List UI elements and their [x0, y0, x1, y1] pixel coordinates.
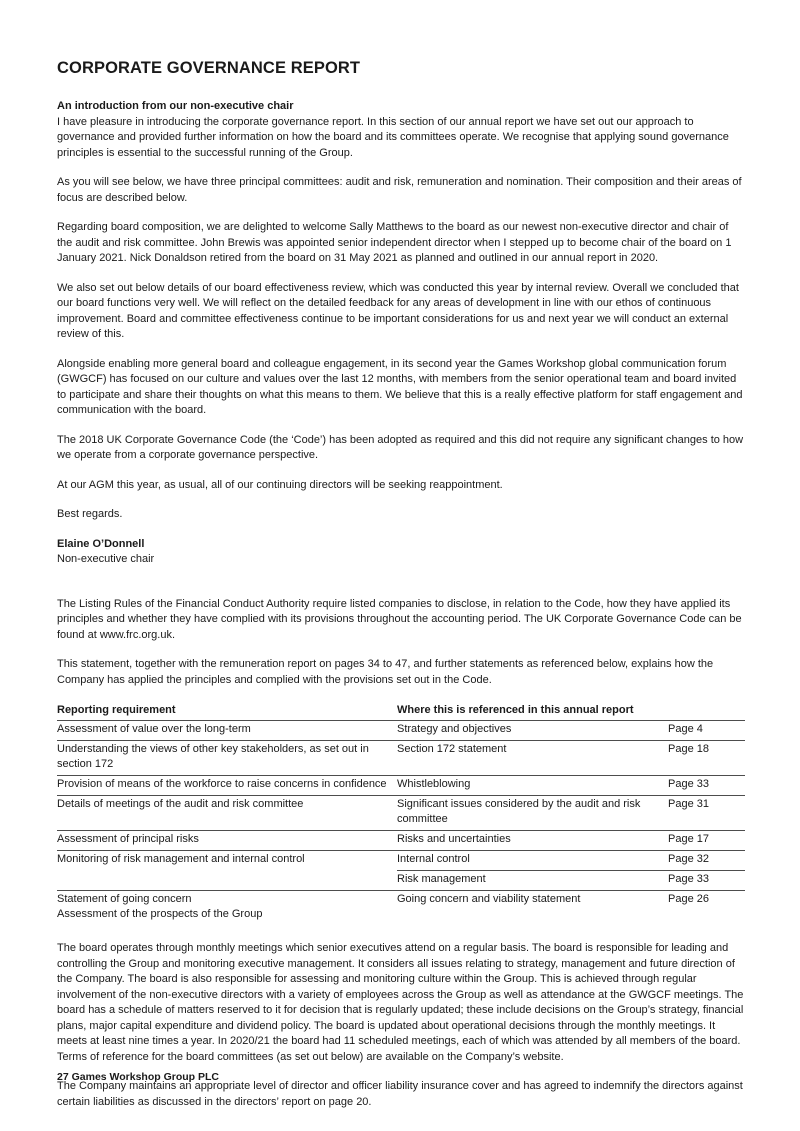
page-cell: Page 32 — [668, 851, 745, 871]
page-cell: Page 33 — [668, 871, 745, 891]
intro-paragraph: The 2018 UK Corporate Governance Code (the ‘Code’) has been adopted as required and this did not require any significant changes to how we operate from a corporate governance perspective. — [57, 433, 744, 461]
requirement-cell: Assessment of principal risks — [57, 831, 397, 851]
page-cell: Page 33 — [668, 776, 745, 796]
reference-cell: Going concern and viability statement — [397, 893, 581, 905]
requirement-line: Assessment of the prospects of the Group — [57, 908, 263, 920]
reference-cell: Whistleblowing — [397, 776, 668, 796]
requirement-line: Statement of going concern — [57, 893, 192, 905]
requirement-cell: Monitoring of risk management and internal control — [57, 851, 397, 891]
table-row — [57, 721, 745, 741]
table-header-reference: Where this is referenced in this annual report — [397, 702, 745, 721]
requirement-cell: Understanding the views of other key stakeholders, as set out in section 172 — [57, 741, 397, 776]
reference-cell: Section 172 statement — [397, 741, 668, 776]
requirement-cell — [57, 891, 397, 926]
report-title: CORPORATE GOVERNANCE REPORT — [57, 59, 361, 77]
reporting-reference-table — [57, 702, 745, 925]
board-paragraph: The board operates through monthly meetings which senior executives attend on a regular basis. The board is responsible for leading and controlling the Group and monitoring executive management. It considers all issues relating to strategy, management and future direction of the Company. The board is also responsible for assessing and monitoring culture within the Group. This is achieved through regular involvement of the non-executive directors with a variety of employees across the Group as well as attendance at the GWGCF meetings. The board has a schedule of matters reserved to it for decision that is regularly updated; these include decisions on the Group’s strategy, financial plans, major capital expenditure and dividend policy. The board is updated about operational decisions through the monthly meetings. It meets at least nine times a year. In 2020/21 the board had 11 scheduled meetings, each of which was attended by all members of the board. Terms of reference for the board committees (as set out below) are available on the Company’s website. — [57, 942, 744, 1063]
requirement-cell: Assessment of value over the long-term — [57, 721, 397, 741]
page-cell: Page 17 — [668, 831, 745, 851]
page-cell: Page 26 — [668, 893, 709, 905]
intro-paragraph: At our AGM this year, as usual, all of our continuing directors will be seeking reappointment. — [57, 478, 503, 491]
reference-cell: Strategy and objectives — [397, 721, 668, 741]
compliance-paragraph: The Listing Rules of the Financial Conduct Authority require listed companies to disclose, in relation to the Code, how they have applied its principles and whether they have complied with its provisions throughout the accounting period. The UK Corporate Governance Code can be found at www.frc.org.uk. — [57, 597, 742, 641]
reference-cell: Internal control — [397, 851, 668, 871]
table-header-row — [57, 702, 745, 721]
reference-cell: Risk management — [397, 871, 668, 891]
reference-cell: Significant issues considered by the audit and risk committee — [397, 796, 668, 831]
page-footer: 27 Games Workshop Group PLC — [57, 1070, 220, 1083]
intro-paragraph: We also set out below details of our board effectiveness review, which was conducted this year by internal review. Overall we concluded that our board functions very well. We will reflect on the detailed feedback for any areas of development in line with our ethos of continuous improvement. Board and committee effectiveness continue to be important considerations for us and next year we will conduct an external review of this. — [57, 281, 739, 340]
reference-cell: Risks and uncertainties — [397, 831, 668, 851]
table-row — [57, 851, 745, 871]
closing-line: Best regards. — [57, 508, 123, 520]
page-cell: Page 18 — [668, 741, 745, 776]
page-cell: Page 31 — [668, 796, 745, 831]
compliance-paragraph: This statement, together with the remuneration report on pages 34 to 47, and further statements as referenced below, explains how the Company has applied the principles and complied with the provisions set out in the Code. — [57, 658, 714, 686]
intro-paragraph: Alongside enabling more general board and colleague engagement, in its second year the Games Workshop global communication forum (GWGCF) has focused on our culture and values over the last 12 months, with members from the senior operational team and board invited to participate and share their thoughts on what this means to them. We believe that this is a really effective platform for staff engagement and communication with the board. — [57, 357, 743, 416]
intro-paragraph: As you will see below, we have three principal committees: audit and risk, remuneration and nomination. Their composition and their areas of focus are described below. — [57, 176, 742, 204]
table-header-requirement: Reporting requirement — [57, 702, 397, 721]
requirement-cell: Provision of means of the workforce to raise concerns in confidence — [57, 776, 397, 796]
table-row — [57, 891, 745, 926]
table-row — [57, 776, 745, 796]
requirement-cell: Details of meetings of the audit and risk committee — [57, 796, 397, 831]
intro-paragraph: Regarding board composition, we are delighted to welcome Sally Matthews to the board as our newest non-executive director and chair of the audit and risk committee. John Brewis was appointed senior independent director when I stepped up to become chair of the board on 1 January 2021. Nick Donaldson retired from the board on 31 May 2021 as planned and outlined in our annual report in 2020. — [57, 221, 732, 264]
board-paragraph: The Company maintains an appropriate level of director and officer liability insurance cover and has agreed to indemnify the directors against certain liabilities as discussed in the directors’ report on page 20. — [57, 1080, 743, 1108]
signature-role: Non-executive chair — [57, 553, 155, 565]
intro-paragraph: I have pleasure in introducing the corporate governance report. In this section of our annual report we have set out our approach to governance and provided further information on how the board and its committees operate. We recognise that applying sound governance principles is essential to the successful running of the Group. — [57, 115, 729, 159]
intro-heading: An introduction from our non-executive chair — [57, 100, 294, 112]
table-row — [57, 831, 745, 851]
table-row — [57, 796, 745, 831]
page-cell: Page 4 — [668, 721, 745, 741]
table-row — [57, 741, 745, 776]
signature-name: Elaine O’Donnell — [57, 537, 145, 550]
